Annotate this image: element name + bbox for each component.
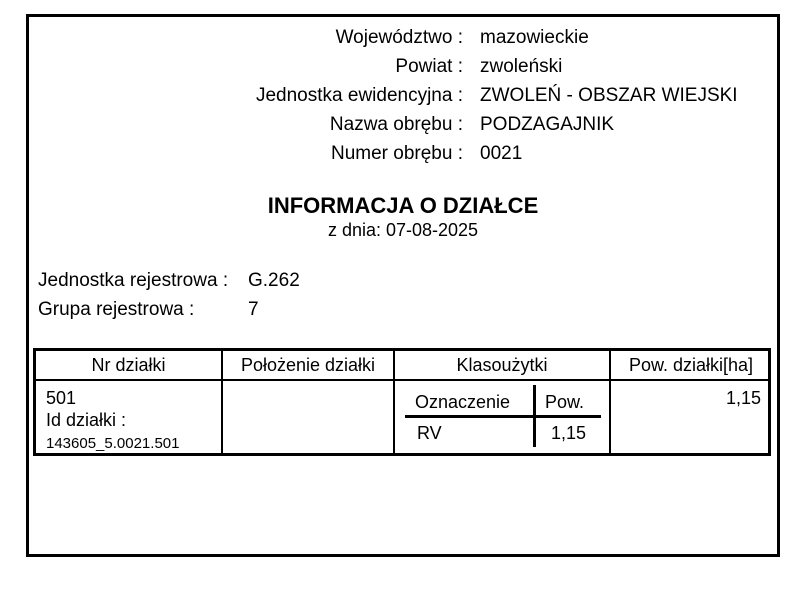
land-use-column-divider bbox=[533, 385, 536, 447]
parcel-table bbox=[33, 348, 771, 456]
parcel-id-value: 143605_5.0021.501 bbox=[46, 435, 180, 452]
precinct-name-label: Nazwa obrębu : bbox=[329, 114, 463, 135]
unit-label: Jednostka ewidencyjna : bbox=[255, 85, 463, 106]
land-use-area: 1,15 bbox=[551, 423, 587, 443]
land-use-header-designation: Oznaczenie bbox=[415, 392, 511, 412]
precinct-number-value: 0021 bbox=[480, 143, 523, 164]
precinct-name-value: PODZAGAJNIK bbox=[480, 114, 615, 135]
document-title: INFORMACJA O DZIAŁCE bbox=[267, 193, 539, 218]
header-parcel-area: Pow. działki[ha] bbox=[628, 355, 754, 375]
parcel-number: 501 bbox=[46, 388, 77, 408]
header-land-use: Klasoużytki bbox=[456, 355, 548, 375]
registry-unit-value: G.262 bbox=[248, 270, 300, 291]
header-parcel-location: Położenie działki bbox=[240, 355, 376, 375]
land-use-divider bbox=[405, 415, 601, 418]
voivodeship-value: mazowieckie bbox=[480, 27, 589, 48]
registry-group-label: Grupa rejestrowa : bbox=[38, 299, 195, 320]
parcel-id-label: Id działki : bbox=[46, 410, 127, 430]
precinct-number-label: Numer obrębu : bbox=[330, 143, 463, 164]
land-use-header-area: Pow. bbox=[545, 392, 585, 412]
land-use-designation: RV bbox=[417, 423, 442, 443]
registry-unit-label: Jednostka rejestrowa : bbox=[38, 270, 229, 291]
voivodeship-label: Województwo : bbox=[335, 27, 463, 48]
header-parcel-number: Nr działki bbox=[91, 355, 166, 375]
document-date: z dnia: 07-08-2025 bbox=[327, 220, 479, 240]
parcel-area-value: 1,15 bbox=[726, 388, 762, 408]
unit-value: ZWOLEŃ - OBSZAR WIEJSKI bbox=[480, 85, 738, 106]
county-value: zwoleński bbox=[480, 56, 563, 77]
registry-group-value: 7 bbox=[248, 299, 259, 320]
county-label: Powiat : bbox=[395, 56, 463, 77]
